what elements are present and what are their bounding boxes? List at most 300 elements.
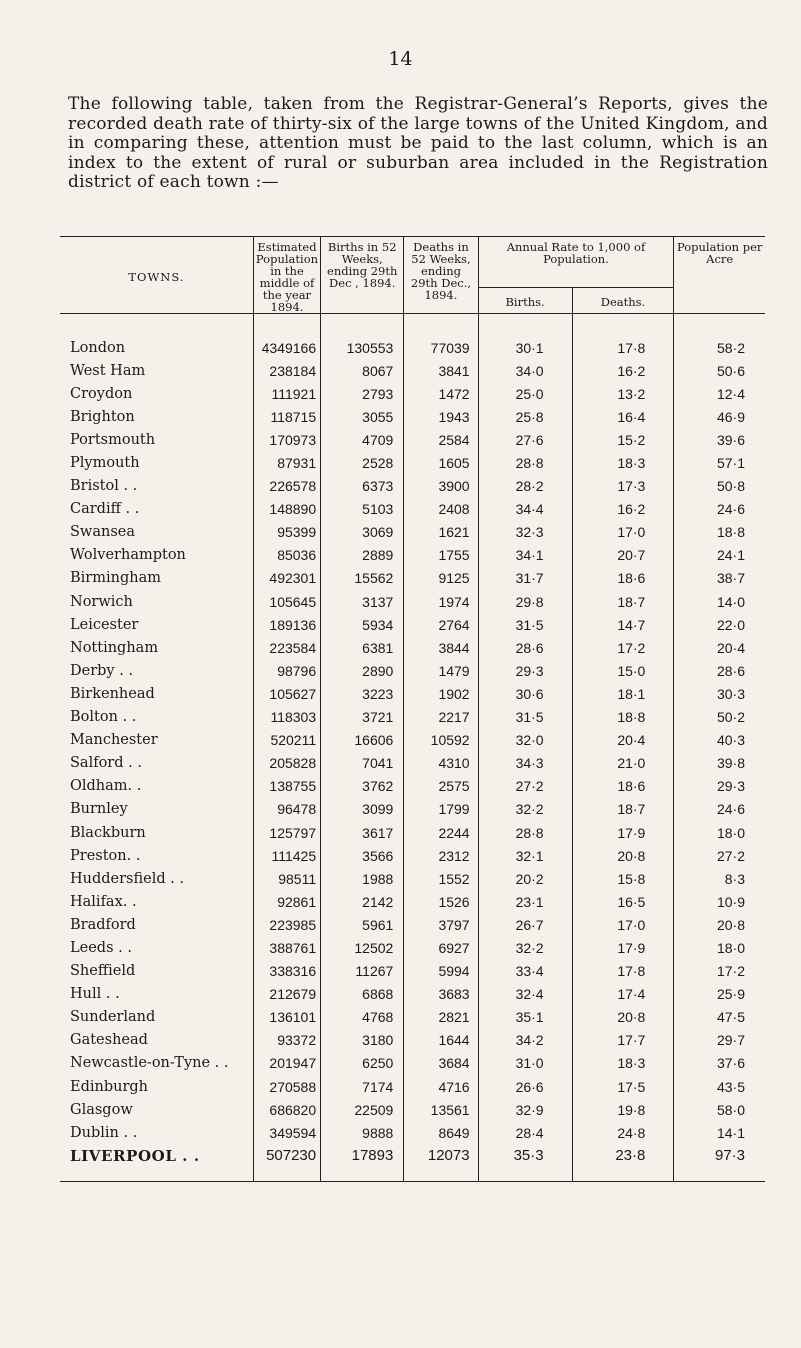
town-name-cell bbox=[60, 521, 253, 544]
death-rate-cell: 17·0 bbox=[572, 521, 674, 544]
table-end-row bbox=[60, 1167, 765, 1182]
town-name: Burnley bbox=[70, 801, 128, 818]
town-name: Portsmouth bbox=[70, 431, 156, 448]
table-row bbox=[60, 636, 765, 659]
table-row bbox=[60, 336, 765, 359]
population-cell: 98796 bbox=[253, 659, 320, 682]
per-acre-cell: 58·0 bbox=[674, 1098, 765, 1121]
birth-rate-cell: 28·8 bbox=[478, 451, 572, 474]
birth-rate-cell: 34·4 bbox=[478, 498, 572, 521]
deaths-cell: 9125 bbox=[404, 567, 478, 590]
birth-rate-cell: 28·2 bbox=[478, 475, 572, 498]
table-row bbox=[60, 682, 765, 705]
header-annual-rate: Annual Rate to 1,000 of Population. bbox=[478, 237, 674, 288]
table-row bbox=[60, 821, 765, 844]
per-acre-cell: 18·8 bbox=[674, 521, 765, 544]
births-cell: 16606 bbox=[321, 729, 404, 752]
births-cell: 5934 bbox=[321, 613, 404, 636]
table-row bbox=[60, 498, 765, 521]
town-name-cell bbox=[60, 1052, 253, 1075]
death-rate-cell: 17·9 bbox=[572, 936, 674, 959]
town-name-cell bbox=[60, 1006, 253, 1029]
table-row bbox=[60, 567, 765, 590]
town-name-cell bbox=[60, 498, 253, 521]
per-acre-cell: 14·0 bbox=[674, 590, 765, 613]
population-cell: 95399 bbox=[253, 521, 320, 544]
deaths-cell: 2408 bbox=[404, 498, 478, 521]
birth-rate-cell: 26·7 bbox=[478, 913, 572, 936]
table-row bbox=[60, 752, 765, 775]
deaths-cell: 5994 bbox=[404, 960, 478, 983]
death-rate-cell: 18·6 bbox=[572, 567, 674, 590]
deaths-cell: 2244 bbox=[404, 821, 478, 844]
births-cell: 5103 bbox=[321, 498, 404, 521]
town-name: Nottingham bbox=[70, 639, 159, 656]
population-cell: 270588 bbox=[253, 1075, 320, 1098]
births-cell: 3617 bbox=[321, 821, 404, 844]
deaths-cell: 8649 bbox=[404, 1121, 478, 1144]
population-cell: 189136 bbox=[253, 613, 320, 636]
table-row bbox=[60, 844, 765, 867]
birth-rate-cell: 31·7 bbox=[478, 567, 572, 590]
population-cell: 96478 bbox=[253, 798, 320, 821]
table-row bbox=[60, 359, 765, 382]
per-acre-cell: 17·2 bbox=[674, 960, 765, 983]
birth-rate-cell: 25·0 bbox=[478, 382, 572, 405]
births-cell: 1988 bbox=[321, 867, 404, 890]
population-cell: 105627 bbox=[253, 682, 320, 705]
per-acre-cell: 50·6 bbox=[674, 359, 765, 382]
birth-rate-cell: 25·8 bbox=[478, 405, 572, 428]
town-name-cell bbox=[60, 382, 253, 405]
per-acre-cell: 12·4 bbox=[674, 382, 765, 405]
deaths-cell: 1472 bbox=[404, 382, 478, 405]
deaths-cell: 1943 bbox=[404, 405, 478, 428]
death-rate-cell: 17·2 bbox=[572, 636, 674, 659]
per-acre-cell: 50·8 bbox=[674, 475, 765, 498]
per-acre-cell: 28·6 bbox=[674, 659, 765, 682]
births-cell: 9888 bbox=[321, 1121, 404, 1144]
per-acre-cell: 38·7 bbox=[674, 567, 765, 590]
per-acre-cell: 24·1 bbox=[674, 544, 765, 567]
town-name: Croydon bbox=[70, 385, 133, 402]
deaths-cell: 1605 bbox=[404, 451, 478, 474]
births-cell: 3137 bbox=[321, 590, 404, 613]
births-cell: 7174 bbox=[321, 1075, 404, 1098]
population-cell: 111425 bbox=[253, 844, 320, 867]
birth-rate-cell: 32·2 bbox=[478, 936, 572, 959]
death-rate-cell: 18·3 bbox=[572, 1052, 674, 1075]
table-row bbox=[60, 659, 765, 682]
population-cell: 520211 bbox=[253, 729, 320, 752]
deaths-cell: 2821 bbox=[404, 1006, 478, 1029]
town-name-cell bbox=[60, 613, 253, 636]
population-cell: 170973 bbox=[253, 428, 320, 451]
table-row bbox=[60, 706, 765, 729]
population-cell: 223985 bbox=[253, 913, 320, 936]
population-cell: 98511 bbox=[253, 867, 320, 890]
births-cell: 5961 bbox=[321, 913, 404, 936]
town-name: Oldham. . bbox=[70, 778, 142, 795]
births-cell: 2890 bbox=[321, 659, 404, 682]
per-acre-cell: 39·6 bbox=[674, 428, 765, 451]
population-cell: 338316 bbox=[253, 960, 320, 983]
birth-rate-cell: 32·9 bbox=[478, 1098, 572, 1121]
death-rate-cell: 20·8 bbox=[572, 844, 674, 867]
header-per-acre: Population per Acre bbox=[674, 237, 765, 314]
births-cell: 3721 bbox=[321, 706, 404, 729]
town-name: Dublin . . bbox=[70, 1124, 138, 1141]
population-cell: 686820 bbox=[253, 1098, 320, 1121]
per-acre-cell: 46·9 bbox=[674, 405, 765, 428]
town-name: Birmingham bbox=[70, 570, 161, 587]
per-acre-cell: 97·3 bbox=[674, 1144, 765, 1167]
deaths-cell: 1526 bbox=[404, 890, 478, 913]
table-row bbox=[60, 729, 765, 752]
town-name: West Ham bbox=[70, 362, 146, 379]
town-name: Bristol . . bbox=[70, 478, 138, 495]
births-cell: 7041 bbox=[321, 752, 404, 775]
birth-rate-cell: 31·5 bbox=[478, 613, 572, 636]
population-cell: 148890 bbox=[253, 498, 320, 521]
town-name: Halifax. . bbox=[70, 893, 137, 910]
header-towns: TOWNS. bbox=[60, 237, 253, 314]
births-cell: 2528 bbox=[321, 451, 404, 474]
table-row bbox=[60, 405, 765, 428]
town-name-cell bbox=[60, 1075, 253, 1098]
per-acre-cell: 47·5 bbox=[674, 1006, 765, 1029]
deaths-cell: 1755 bbox=[404, 544, 478, 567]
town-name-cell bbox=[60, 475, 253, 498]
town-name: Birkenhead bbox=[70, 685, 155, 702]
death-rate-cell: 18·7 bbox=[572, 798, 674, 821]
town-name: Norwich bbox=[70, 593, 133, 610]
birth-rate-cell: 35·1 bbox=[478, 1006, 572, 1029]
births-cell: 6381 bbox=[321, 636, 404, 659]
birth-rate-cell: 20·2 bbox=[478, 867, 572, 890]
town-name: Derby . . bbox=[70, 662, 134, 679]
table-row bbox=[60, 428, 765, 451]
deaths-cell: 3797 bbox=[404, 913, 478, 936]
table-row bbox=[60, 590, 765, 613]
birth-rate-cell: 32·3 bbox=[478, 521, 572, 544]
births-cell: 3180 bbox=[321, 1029, 404, 1052]
birth-rate-cell: 30·1 bbox=[478, 336, 572, 359]
births-cell: 3223 bbox=[321, 682, 404, 705]
deaths-cell: 1479 bbox=[404, 659, 478, 682]
birth-rate-cell: 31·5 bbox=[478, 706, 572, 729]
town-name-cell bbox=[60, 451, 253, 474]
death-rate-cell: 16·4 bbox=[572, 405, 674, 428]
birth-rate-cell: 27·6 bbox=[478, 428, 572, 451]
per-acre-cell: 24·6 bbox=[674, 498, 765, 521]
births-cell: 3099 bbox=[321, 798, 404, 821]
per-acre-cell: 25·9 bbox=[674, 983, 765, 1006]
town-name-cell bbox=[60, 706, 253, 729]
deaths-cell: 4310 bbox=[404, 752, 478, 775]
per-acre-cell: 18·0 bbox=[674, 821, 765, 844]
death-rate-cell: 23·8 bbox=[572, 1144, 674, 1167]
per-acre-cell: 24·6 bbox=[674, 798, 765, 821]
deaths-cell: 2764 bbox=[404, 613, 478, 636]
population-cell: 223584 bbox=[253, 636, 320, 659]
deaths-cell: 1974 bbox=[404, 590, 478, 613]
births-cell: 2889 bbox=[321, 544, 404, 567]
town-name-cell bbox=[60, 798, 253, 821]
population-cell: 205828 bbox=[253, 752, 320, 775]
town-name: Hull . . bbox=[70, 986, 120, 1003]
births-cell: 6868 bbox=[321, 983, 404, 1006]
birth-rate-cell: 35·3 bbox=[478, 1144, 572, 1167]
deaths-cell: 1552 bbox=[404, 867, 478, 890]
per-acre-cell: 29·3 bbox=[674, 775, 765, 798]
death-rate-table bbox=[60, 236, 765, 1182]
town-name-cell bbox=[60, 428, 253, 451]
deaths-cell: 1644 bbox=[404, 1029, 478, 1052]
town-name: Huddersfield . . bbox=[70, 870, 185, 887]
death-rate-cell: 16·2 bbox=[572, 359, 674, 382]
per-acre-cell: 37·6 bbox=[674, 1052, 765, 1075]
birth-rate-cell: 32·2 bbox=[478, 798, 572, 821]
birth-rate-cell: 34·0 bbox=[478, 359, 572, 382]
per-acre-cell: 22·0 bbox=[674, 613, 765, 636]
deaths-cell: 3841 bbox=[404, 359, 478, 382]
births-cell: 3055 bbox=[321, 405, 404, 428]
death-rate-cell: 20·4 bbox=[572, 729, 674, 752]
table-row bbox=[60, 544, 765, 567]
births-cell: 130553 bbox=[321, 336, 404, 359]
deaths-cell: 1621 bbox=[404, 521, 478, 544]
deaths-cell: 10592 bbox=[404, 729, 478, 752]
birth-rate-cell: 33·4 bbox=[478, 960, 572, 983]
birth-rate-cell: 28·6 bbox=[478, 636, 572, 659]
population-cell: 201947 bbox=[253, 1052, 320, 1075]
table-row bbox=[60, 382, 765, 405]
population-cell: 105645 bbox=[253, 590, 320, 613]
population-cell: 212679 bbox=[253, 983, 320, 1006]
birth-rate-cell: 28·4 bbox=[478, 1121, 572, 1144]
town-name-cell bbox=[60, 867, 253, 890]
per-acre-cell: 10·9 bbox=[674, 890, 765, 913]
births-cell: 6250 bbox=[321, 1052, 404, 1075]
table-row bbox=[60, 983, 765, 1006]
table-row bbox=[60, 1052, 765, 1075]
town-name: Newcastle-on-Tyne . . bbox=[70, 1055, 229, 1072]
town-name-cell bbox=[60, 336, 253, 359]
death-rate-cell: 18·3 bbox=[572, 451, 674, 474]
birth-rate-cell: 34·3 bbox=[478, 752, 572, 775]
town-name: Edinburgh bbox=[70, 1078, 149, 1095]
per-acre-cell: 29·7 bbox=[674, 1029, 765, 1052]
town-name: Cardiff . . bbox=[70, 501, 140, 518]
births-cell: 17893 bbox=[321, 1144, 404, 1167]
population-cell: 226578 bbox=[253, 475, 320, 498]
per-acre-cell: 58·2 bbox=[674, 336, 765, 359]
births-cell: 3762 bbox=[321, 775, 404, 798]
death-rate-cell: 18·8 bbox=[572, 706, 674, 729]
per-acre-cell: 20·8 bbox=[674, 913, 765, 936]
table-row bbox=[60, 613, 765, 636]
population-cell: 111921 bbox=[253, 382, 320, 405]
per-acre-cell: 14·1 bbox=[674, 1121, 765, 1144]
table-row bbox=[60, 1121, 765, 1144]
town-name: Manchester bbox=[70, 732, 158, 749]
table-row bbox=[60, 1075, 765, 1098]
page-number: 14 bbox=[388, 48, 413, 70]
births-cell: 11267 bbox=[321, 960, 404, 983]
births-cell: 4768 bbox=[321, 1006, 404, 1029]
population-cell: 388761 bbox=[253, 936, 320, 959]
header-deaths: Deaths in 52 Weeks, ending 29th Dec., 1894. bbox=[404, 237, 478, 314]
population-cell: 87931 bbox=[253, 451, 320, 474]
town-name: Sunderland bbox=[70, 1009, 156, 1026]
population-cell: 118303 bbox=[253, 706, 320, 729]
town-name-cell bbox=[60, 359, 253, 382]
town-name-cell bbox=[60, 913, 253, 936]
spacer-row bbox=[60, 314, 765, 337]
deaths-cell: 2575 bbox=[404, 775, 478, 798]
town-name: LIVERPOOL . . bbox=[70, 1146, 200, 1165]
header-rate-deaths: Deaths. bbox=[572, 287, 674, 313]
header-rate-births: Births. bbox=[478, 287, 572, 313]
table-row bbox=[60, 960, 765, 983]
table-row bbox=[60, 1006, 765, 1029]
town-name: London bbox=[70, 339, 126, 356]
town-name-cell bbox=[60, 960, 253, 983]
header-population: Estimated Population in the middle of the year 1894. bbox=[253, 237, 320, 314]
table-row bbox=[60, 798, 765, 821]
town-name: Plymouth bbox=[70, 455, 140, 472]
births-cell: 8067 bbox=[321, 359, 404, 382]
town-name-cell bbox=[60, 659, 253, 682]
deaths-cell: 6927 bbox=[404, 936, 478, 959]
per-acre-cell: 8·3 bbox=[674, 867, 765, 890]
death-rate-cell: 21·0 bbox=[572, 752, 674, 775]
deaths-cell: 12073 bbox=[404, 1144, 478, 1167]
death-rate-cell: 14·7 bbox=[572, 613, 674, 636]
death-rate-cell: 20·8 bbox=[572, 1006, 674, 1029]
birth-rate-cell: 30·6 bbox=[478, 682, 572, 705]
birth-rate-cell: 32·0 bbox=[478, 729, 572, 752]
town-name-cell bbox=[60, 567, 253, 590]
town-name-cell bbox=[60, 682, 253, 705]
per-acre-cell: 18·0 bbox=[674, 936, 765, 959]
births-cell: 3069 bbox=[321, 521, 404, 544]
table-row bbox=[60, 775, 765, 798]
birth-rate-cell: 32·1 bbox=[478, 844, 572, 867]
town-name-cell bbox=[60, 821, 253, 844]
town-name-cell bbox=[60, 1121, 253, 1144]
town-name: Gateshead bbox=[70, 1032, 148, 1049]
population-cell: 349594 bbox=[253, 1121, 320, 1144]
births-cell: 12502 bbox=[321, 936, 404, 959]
deaths-cell: 13561 bbox=[404, 1098, 478, 1121]
deaths-cell: 1799 bbox=[404, 798, 478, 821]
population-cell: 507230 bbox=[253, 1144, 320, 1167]
death-rate-cell: 17·4 bbox=[572, 983, 674, 1006]
town-name-cell bbox=[60, 1029, 253, 1052]
town-name-cell bbox=[60, 590, 253, 613]
per-acre-cell: 50·2 bbox=[674, 706, 765, 729]
death-rate-cell: 15·0 bbox=[572, 659, 674, 682]
per-acre-cell: 39·8 bbox=[674, 752, 765, 775]
population-cell: 492301 bbox=[253, 567, 320, 590]
town-name-cell bbox=[60, 1098, 253, 1121]
deaths-cell: 3900 bbox=[404, 475, 478, 498]
table-row bbox=[60, 1144, 765, 1167]
death-rate-cell: 17·8 bbox=[572, 336, 674, 359]
population-cell: 136101 bbox=[253, 1006, 320, 1029]
town-name: Leicester bbox=[70, 616, 139, 633]
birth-rate-cell: 23·1 bbox=[478, 890, 572, 913]
death-rate-cell: 17·7 bbox=[572, 1029, 674, 1052]
town-name: Bolton . . bbox=[70, 709, 137, 726]
death-rate-cell: 20·7 bbox=[572, 544, 674, 567]
birth-rate-cell: 26·6 bbox=[478, 1075, 572, 1098]
town-name-cell bbox=[60, 890, 253, 913]
town-name-cell bbox=[60, 775, 253, 798]
deaths-cell: 1902 bbox=[404, 682, 478, 705]
death-rate-cell: 17·9 bbox=[572, 821, 674, 844]
town-name-cell bbox=[60, 752, 253, 775]
town-name-cell bbox=[60, 1144, 253, 1167]
town-name: Leeds . . bbox=[70, 939, 132, 956]
birth-rate-cell: 34·1 bbox=[478, 544, 572, 567]
death-rate-cell: 18·7 bbox=[572, 590, 674, 613]
births-cell: 4709 bbox=[321, 428, 404, 451]
population-cell: 118715 bbox=[253, 405, 320, 428]
birth-rate-cell: 29·8 bbox=[478, 590, 572, 613]
birth-rate-cell: 28·8 bbox=[478, 821, 572, 844]
death-rate-cell: 18·1 bbox=[572, 682, 674, 705]
population-cell: 238184 bbox=[253, 359, 320, 382]
deaths-cell: 2217 bbox=[404, 706, 478, 729]
town-name-cell bbox=[60, 844, 253, 867]
births-cell: 3566 bbox=[321, 844, 404, 867]
deaths-cell: 2312 bbox=[404, 844, 478, 867]
death-rate-cell: 17·0 bbox=[572, 913, 674, 936]
births-cell: 15562 bbox=[321, 567, 404, 590]
death-rate-cell: 15·2 bbox=[572, 428, 674, 451]
births-cell: 6373 bbox=[321, 475, 404, 498]
death-rate-cell: 17·3 bbox=[572, 475, 674, 498]
town-name-cell bbox=[60, 729, 253, 752]
town-name: Glasgow bbox=[70, 1101, 133, 1118]
town-name: Sheffield bbox=[70, 963, 136, 980]
town-name: Preston. . bbox=[70, 847, 141, 864]
town-name-cell bbox=[60, 405, 253, 428]
intro-paragraph: The following table, taken from the Registrar-General’s Reports, gives the recorded death rate of thirty-six of the large towns of the United Kingdom, and in comparing these, attention must be paid to the last column, which is an index to the extent of rural or suburban area included in the Registration district of each town :— bbox=[68, 94, 768, 192]
table-row bbox=[60, 1029, 765, 1052]
death-rate-cell: 13·2 bbox=[572, 382, 674, 405]
per-acre-cell: 20·4 bbox=[674, 636, 765, 659]
births-cell: 22509 bbox=[321, 1098, 404, 1121]
birth-rate-cell: 29·3 bbox=[478, 659, 572, 682]
table-row bbox=[60, 521, 765, 544]
death-rate-cell: 16·5 bbox=[572, 890, 674, 913]
town-name: Bradford bbox=[70, 916, 136, 933]
town-name: Blackburn bbox=[70, 824, 146, 841]
town-name: Brighton bbox=[70, 408, 135, 425]
birth-rate-cell: 32·4 bbox=[478, 983, 572, 1006]
table-row bbox=[60, 867, 765, 890]
population-cell: 92861 bbox=[253, 890, 320, 913]
table-row bbox=[60, 936, 765, 959]
births-cell: 2142 bbox=[321, 890, 404, 913]
population-cell: 93372 bbox=[253, 1029, 320, 1052]
per-acre-cell: 43·5 bbox=[674, 1075, 765, 1098]
death-rate-cell: 19·8 bbox=[572, 1098, 674, 1121]
